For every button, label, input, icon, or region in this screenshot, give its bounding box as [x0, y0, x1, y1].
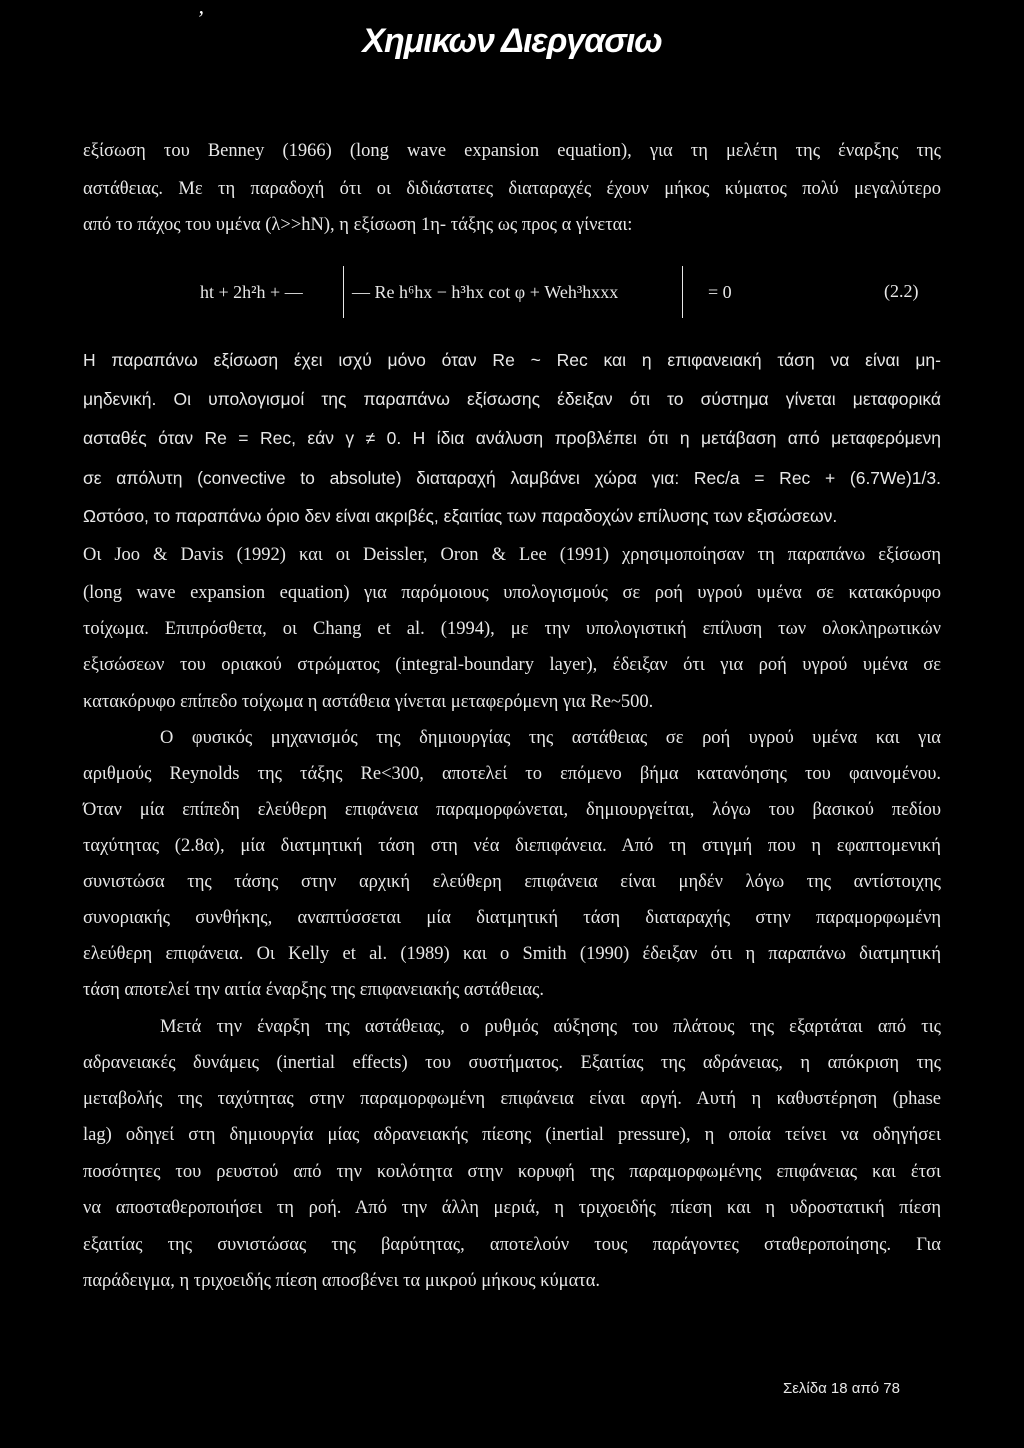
equation-bar-right [682, 266, 683, 318]
text-line: Οι Joo & Davis (1992) και οι Deissler, Oron & Lee (1991) χρησιμοποίησαν τη παραπάνω εξίσωση [83, 545, 941, 565]
text-line: Μετά την έναρξη της αστάθειας, ο ρυθμός αύξησης του πλάτους της εξαρτάται από τις [160, 1017, 941, 1037]
equation-bar-left [343, 266, 344, 318]
text-line: ελεύθερη επιφάνεια. Οι Kelly et al. (1989) και ο Smith (1990) έδειξαν ότι η παραπάνω διατμητική [83, 944, 941, 964]
text-line: εξίσωση του Benney (1966) (long wave expansion equation), για τη μελέτη της έναρξης της [83, 141, 941, 161]
text-line: τοίχωμα. Επιπρόσθετα, οι Chang et al. (1994), με την υπολογιστική επίλυση των ολοκληρωτικών [83, 619, 941, 639]
text-line: σε απόλυτη (convective to absolute) διαταραχή λαμβάνει χώρα για: Rec/a = Rec + (6.7We)1/3. [83, 468, 941, 488]
text-line: Η παραπάνω εξίσωση έχει ισχύ μόνο όταν Re ~ Rec και η επιφανειακή τάση να είναι μη- [83, 350, 941, 370]
text-line: αστάθειας. Με τη παραδοχή ότι οι διδιάστατες διαταραχές έχουν μήκος κύματος πολύ μεγαλύτερο [83, 179, 941, 199]
text-line: αδρανειακές δυνάμεις (inertial effects) του συστήματος. Εξαιτίας της αδράνειας, η απόκριση της [83, 1053, 941, 1073]
text-line: μηδενική. Οι υπολογισμοί της παραπάνω εξίσωσης έδειξαν ότι το σύστημα γίνεται μεταφορικά [83, 389, 941, 409]
text-line: τάση αποτελεί την αιτία έναρξης της επιφανειακής αστάθειας. [83, 980, 544, 1000]
text-line: ταχύτητας (2.8α), μία διατμητική τάση στη νέα διεπιφάνεια. Από τη στιγμή που η εφαπτομενική [83, 836, 941, 856]
page-number: Σελίδα 18 από 78 [782, 1380, 900, 1397]
equation-number: (2.2) [884, 281, 919, 301]
text-line: αριθμούς Reynolds της τάξης Re<300, αποτελεί το επόμενο βήμα κατανόησης του φαινομένου. [83, 764, 941, 784]
text-line: lag) οδηγεί στη δημιουργία μίας αδρανειακής πίεσης (inertial pressure), η οποία τείνει να οδηγήσει [83, 1125, 941, 1145]
text-line: εξαιτίας της συνιστώσας της βαρύτητας, αποτελούν τους παράγοντες σταθεροποίησης. Για [83, 1235, 941, 1255]
text-line: συνιστώσα της τάσης στην αρχική ελεύθερη επιφάνεια είναι μηδέν λόγω της αντίστοιχης [83, 872, 941, 892]
text-line: (long wave expansion equation) για παρόμοιους υπολογισμούς σε ροή υγρού υμένα σε κατακόρυφο [83, 583, 941, 603]
header-mark: ʼ [196, 6, 204, 31]
text-line: ασταθές όταν Re = Rec, εάν γ ≠ 0. Η ίδια ανάλυση προβλέπει ότι η μετάβαση από μεταφερόμενη [83, 428, 941, 448]
text-line: Όταν μία επίπεδη ελεύθερη επιφάνεια παραμορφώνεται, δημιουργείται, λόγω του βασικού πεδίου [83, 800, 941, 820]
text-line: Ο φυσικός μηχανισμός της δημιουργίας της αστάθειας σε ροή υγρού υμένα και για [160, 728, 941, 748]
equation-right: = 0 [708, 282, 732, 302]
equation-left: ht + 2h²h + — [200, 282, 303, 302]
page-header-title: Χημικων Διεργασιω [362, 22, 662, 60]
equation-middle: — Re h⁶hx − h³hx cot φ + Weh³hxxx [352, 282, 619, 302]
text-line: παράδειγμα, η τριχοειδής πίεση αποσβένει τα μικρού μήκους κύματα. [83, 1271, 601, 1291]
text-line: κατακόρυφο επίπεδο τοίχωμα η αστάθεια γίνεται μεταφερόμενη για Re~500. [83, 692, 654, 712]
text-line: Ωστόσο, το παραπάνω όριο δεν είναι ακριβές, εξαιτίας των παραδοχών επίλυσης των εξισώσεων. [83, 506, 838, 526]
text-line: ποσότητες του ρευστού από την κοιλότητα στην κορυφή της παραμορφωμένης επιφάνειας και έτσι [83, 1162, 941, 1182]
text-line: εξισώσεων του οριακού στρώματος (integral-boundary layer), έδειξαν ότι για ροή υγρού υμένα σε [83, 655, 941, 675]
text-line: μεταβολής της ταχύτητας στην παραμορφωμένη επιφάνεια είναι αργή. Αυτή η καθυστέρηση (phase [83, 1089, 941, 1109]
text-line: συνοριακής συνθήκης, αναπτύσσεται μία διατμητική τάση διαταραχής στην παραμορφωμένη [83, 908, 941, 928]
text-line: από το πάχος του υμένα (λ>>hN), η εξίσωση 1η- τάξης ως προς α γίνεται: [83, 215, 633, 235]
text-line: να αποσταθεροποιήσει τη ροή. Από την άλλη μεριά, η τριχοειδής πίεση και η υδροστατική πίεση [83, 1198, 941, 1218]
